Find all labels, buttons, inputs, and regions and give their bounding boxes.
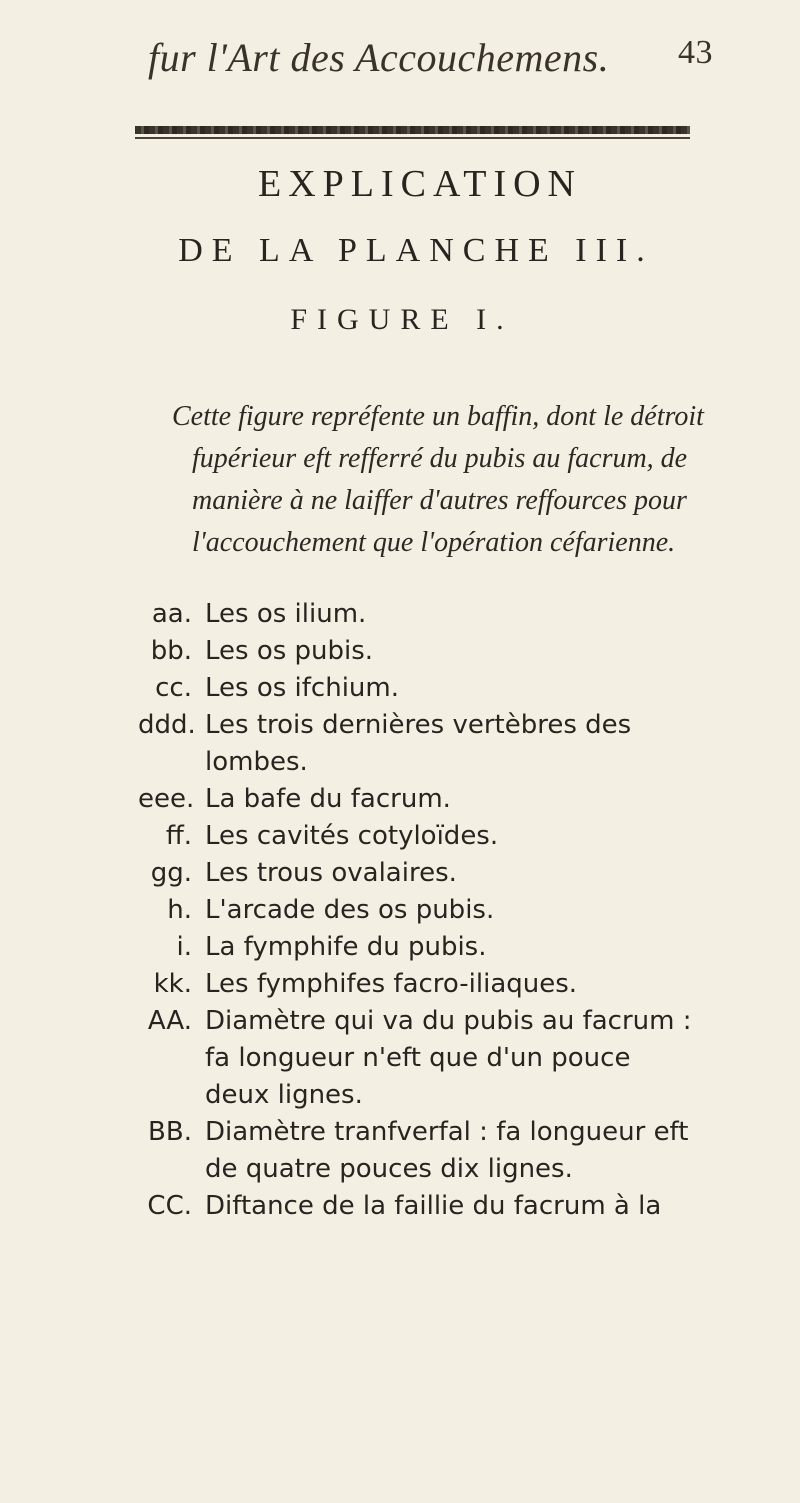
legend-text: Les os pubis. (205, 636, 374, 666)
legend-entry (138, 892, 698, 929)
page-number: 43 (678, 34, 713, 71)
legend-key: CC. (147, 1191, 192, 1221)
legend-key: kk. (153, 969, 192, 999)
legend-entry (138, 596, 698, 633)
legend-entry (138, 1114, 698, 1188)
legend-key: cc. (155, 673, 192, 703)
legend-key: i. (176, 932, 192, 962)
legend-key: BB. (148, 1117, 192, 1147)
legend-text: Les trois dernières vertèbres des lombes. (205, 710, 632, 777)
legend-key: AA. (147, 1006, 192, 1036)
legend-text: La fymphife du pubis. (205, 932, 487, 962)
legend-text: Diamètre tranfverfal : fa longueur eft de quatre pouces dix lignes. (205, 1117, 689, 1184)
legend-list (138, 596, 698, 1225)
ornamental-rule-thin (135, 137, 690, 139)
legend-text: Diftance de la faillie du facrum à la (205, 1191, 662, 1221)
legend-entry (138, 966, 698, 1003)
legend-entry (138, 781, 698, 818)
legend-text: Les os ifchium. (205, 673, 399, 703)
legend-entry (138, 707, 698, 781)
legend-entry (138, 855, 698, 892)
legend-entry (138, 1003, 698, 1114)
legend-text: L'arcade des os pubis. (205, 895, 495, 925)
legend-key: ddd. (138, 710, 196, 740)
legend-text: Les os ilium. (205, 599, 367, 629)
running-head (148, 34, 713, 94)
legend-text: Les trous ovalaires. (205, 858, 457, 888)
heading-planche: DE LA PLANCHE III. (178, 232, 654, 269)
legend-key: gg. (150, 858, 192, 888)
legend-entry (138, 818, 698, 855)
heading-figure: FIGURE I. (290, 303, 514, 336)
legend-entry (138, 633, 698, 670)
legend-entry (138, 670, 698, 707)
legend-text: Les fymphifes facro-iliaques. (205, 969, 578, 999)
legend-key: ff. (165, 821, 192, 851)
legend-key: bb. (150, 636, 192, 666)
legend-text: La bafe du facrum. (205, 784, 451, 814)
running-head-title: fur l'Art des Accouchemens. (148, 35, 610, 80)
ornamental-rule (135, 126, 690, 134)
legend-key: eee. (138, 784, 195, 814)
legend-entry (138, 1188, 698, 1225)
legend-key: aa. (151, 599, 192, 629)
heading-explication: EXPLICATION (258, 163, 582, 205)
figure-description: Cette figure repréfente un baffin, dont le détroit fupérieur eft refferré du pubis au facrum, de manière à ne laiffer d'autres reffources pour l'accouchement que l'opération céfarienne. (172, 401, 704, 558)
legend-entry (138, 929, 698, 966)
legend-text: Les cavités cotyloïdes. (205, 821, 499, 851)
legend-text: Diamètre qui va du pubis au facrum : fa longueur n'eft que d'un pouce deux lignes. (205, 1006, 692, 1110)
legend-key: h. (167, 895, 192, 925)
